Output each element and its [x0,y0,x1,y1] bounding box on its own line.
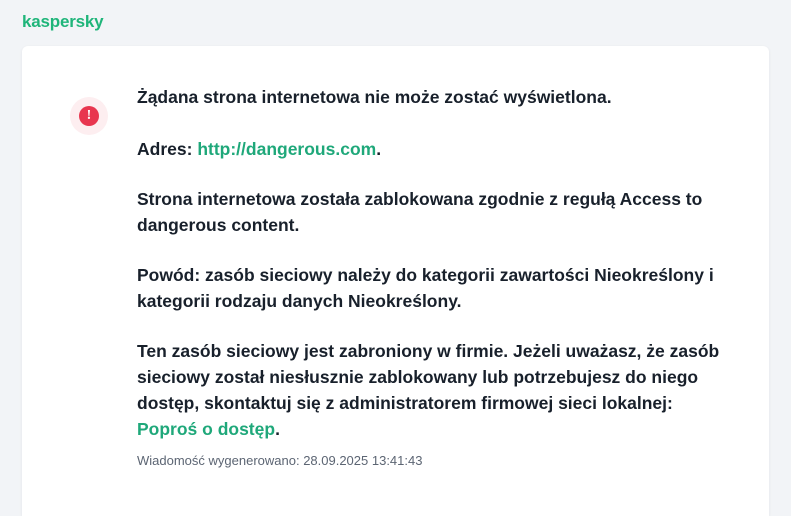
message-content [70,84,741,470]
generated-timestamp: Wiadomość wygenerowano: 28.09.2025 13:41:43 [137,453,423,468]
request-access-period: . [275,419,280,439]
message-text-block [137,84,741,470]
request-access-link[interactable]: Poproś o dostęp [137,419,276,439]
page-title: Żądana strona internetowa nie może zostać wyświetlona. [137,87,612,107]
kaspersky-logo: kaspersky [22,12,104,31]
address-period: . [376,139,382,159]
address-line [137,136,741,162]
address-label: Adres: [137,139,193,159]
blocked-url-link[interactable]: http://dangerous.com [197,139,377,159]
explanation-text [137,338,741,442]
reason-text: Powód: zasób sieciowy należy do kategorii zawartości Nieokreślony i kategorii rodzaju danych Nieokreślony. [137,265,714,311]
explanation-body: Ten zasób sieciowy jest zabroniony w firmie. Jeżeli uważasz, że zasób sieciowy został niesłusznie zablokowany lub potrzebujesz do niego dostęp, skontaktuj się z administratorem firmowej sieci lokalnej: [137,341,720,413]
alert-exclamation-icon [70,97,108,135]
message-card [22,46,769,516]
alert-exclamation-glyph: ! [79,106,99,126]
rule-text: Strona internetowa została zablokowana zgodnie z regułą Access to dangerous content. [137,189,703,235]
